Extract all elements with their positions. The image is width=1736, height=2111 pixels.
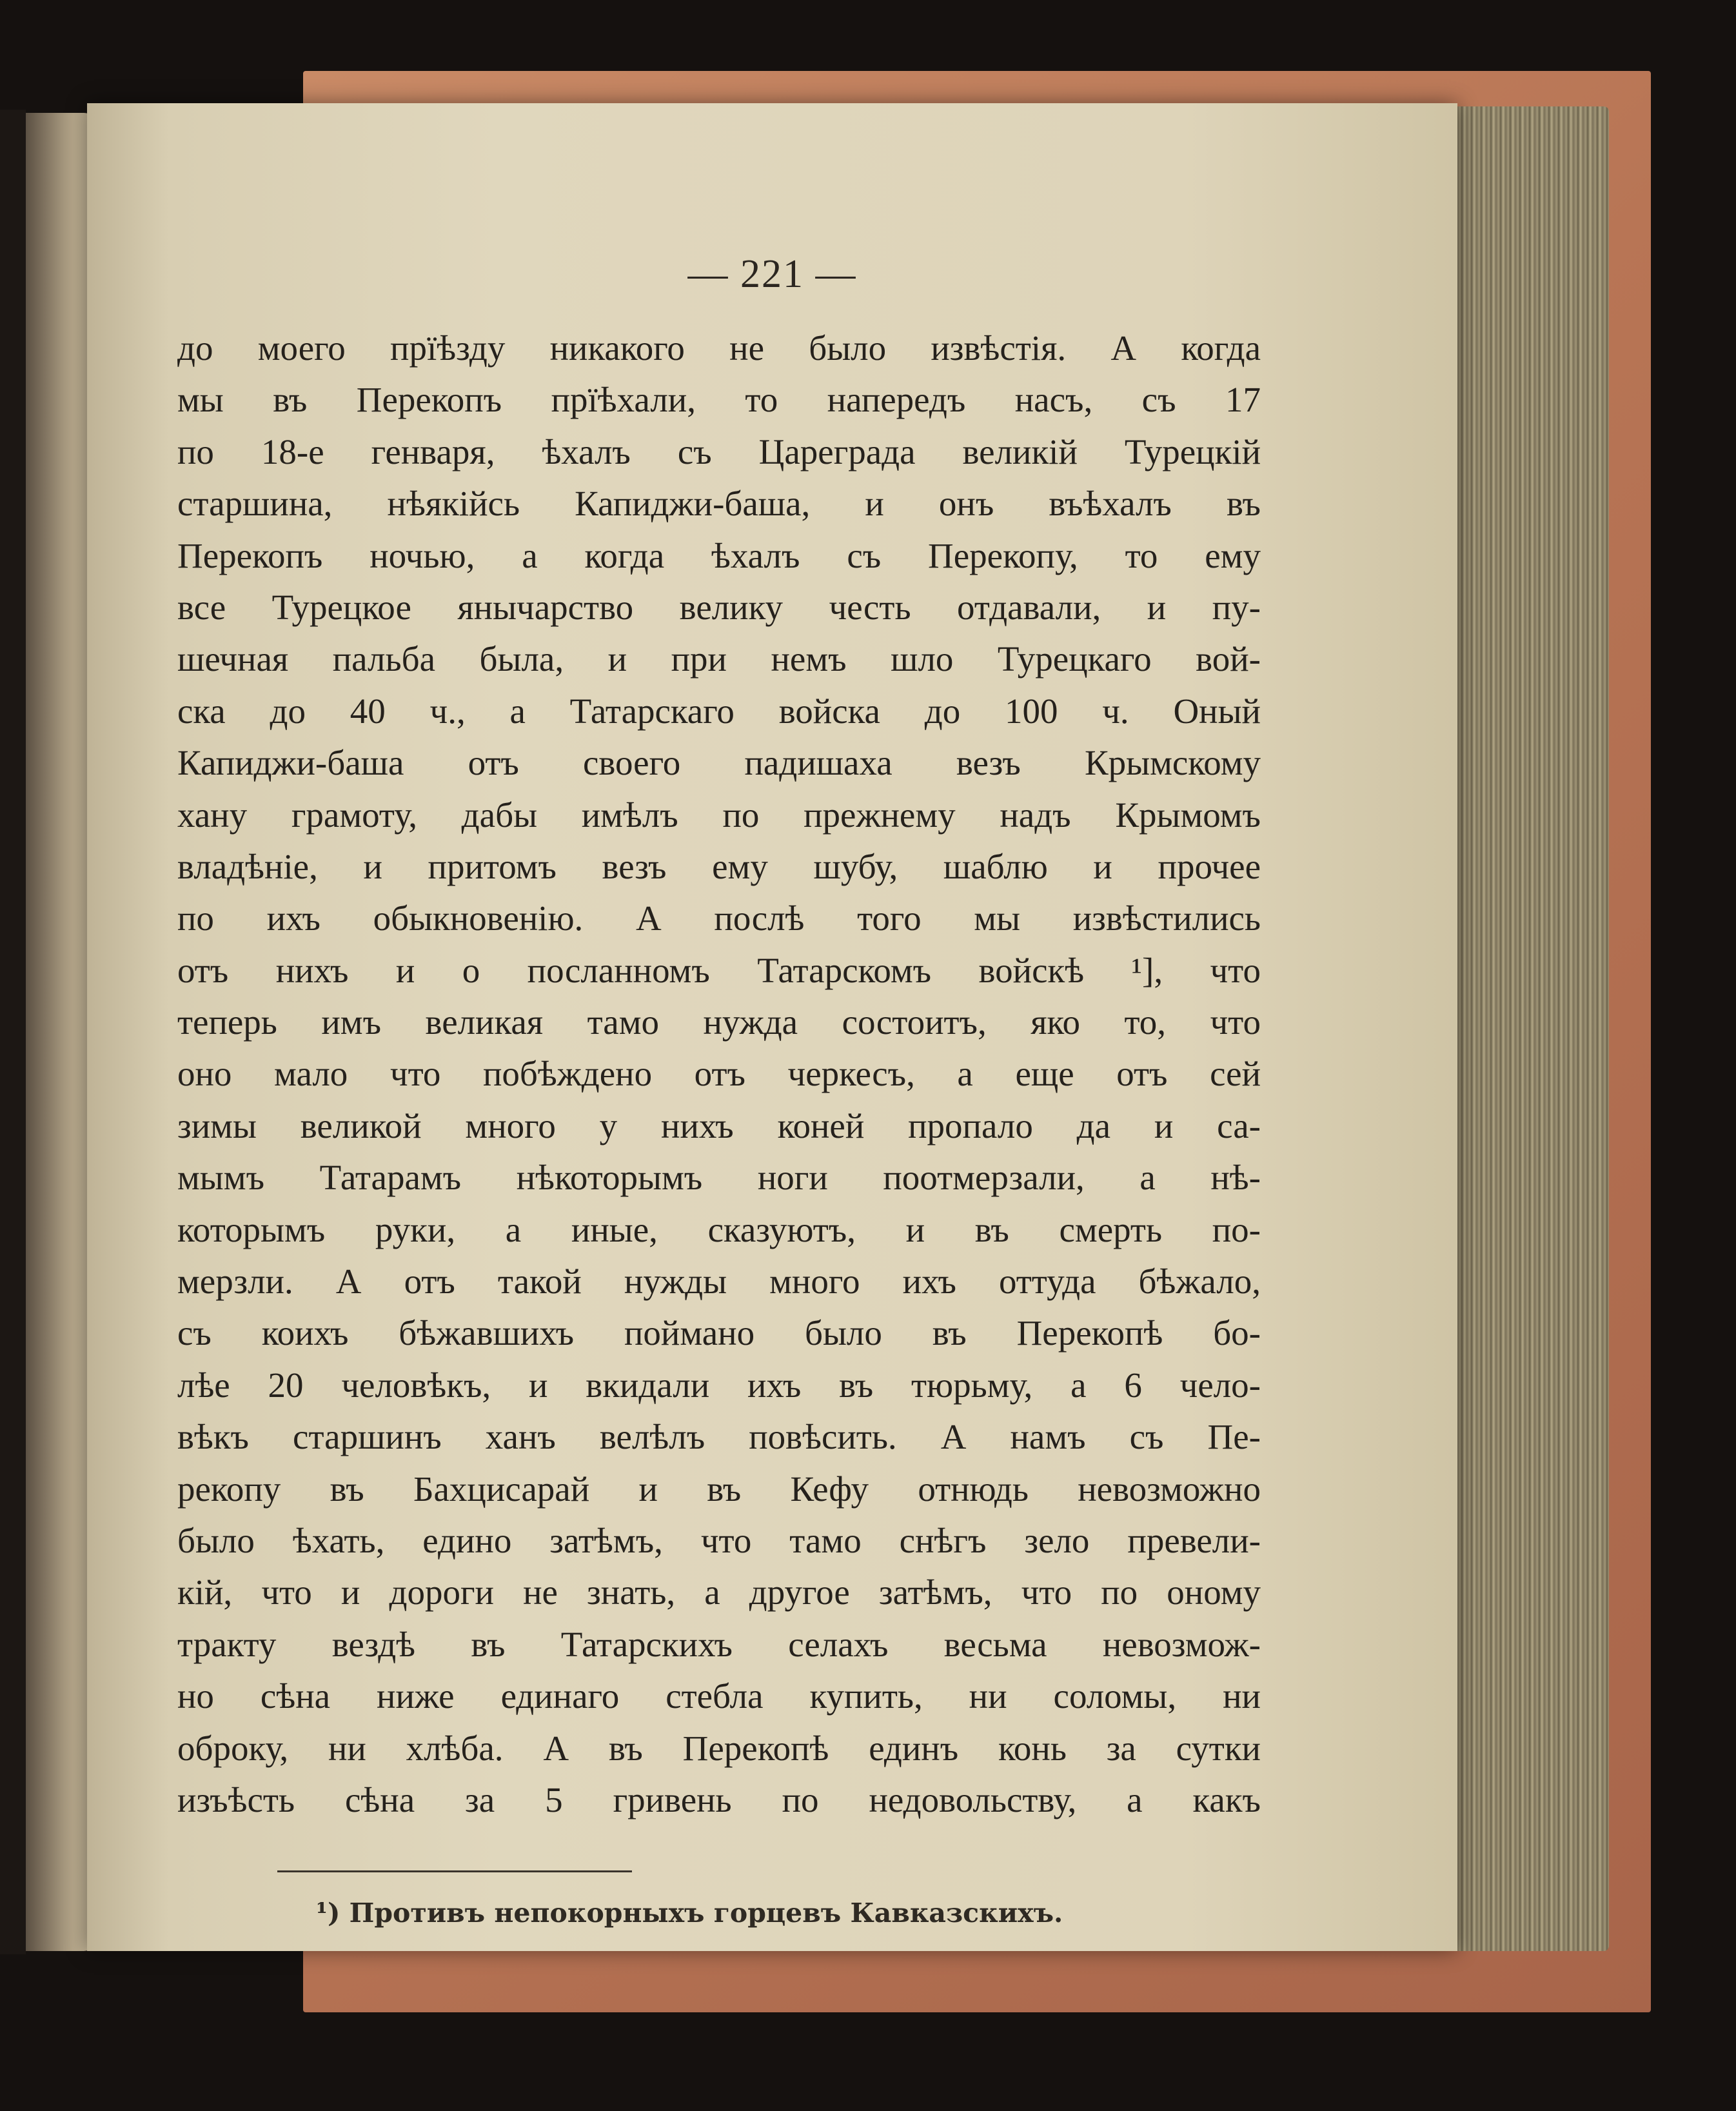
text-line: мы въ Перекопъ прїѣхали, то напередъ насъ, съ 17 (177, 380, 1261, 420)
text-line: все Турецкое янычарство велику честь отдавали, и пу- (177, 587, 1261, 627)
text-line: теперь имъ великая тамо нужда состоитъ, яко то, что (177, 1002, 1261, 1042)
text-line: съ коихъ бѣжавшихъ поймано было въ Перекопѣ бо- (177, 1313, 1261, 1353)
text-line: Капиджи-баша отъ своего падишаха везъ Крымскому (177, 743, 1261, 783)
text-line: шечная пальба была, и при немъ шло Турецкаго вой- (177, 639, 1261, 679)
text-line: до моего прїѣзду никакого не было извѣстія. А когда (177, 328, 1261, 368)
text-line: тракту вездѣ въ Татарскихъ селахъ весьма невозмож- (177, 1624, 1261, 1664)
text-line: по 18-е генваря, ѣхалъ съ Цареграда великій Турецкій (177, 431, 1261, 471)
page-edges (1448, 106, 1609, 1951)
text-line: но сѣна ниже единаго стебла купить, ни соломы, ни (177, 1676, 1261, 1716)
text-line: лѣе 20 человѣкъ, и вкидали ихъ въ тюрьму, а 6 чело- (177, 1365, 1261, 1405)
text-line: отъ нихъ и о посланномъ Татарскомъ войскѣ ¹], что (177, 950, 1261, 990)
text-line: вѣкъ старшинъ ханъ велѣлъ повѣсить. А намъ съ Пе- (177, 1417, 1261, 1457)
page-number: — 221 — (687, 252, 857, 296)
text-line: ска до 40 ч., а Татарскаго войска до 100 ч. Оный (177, 691, 1261, 731)
text-line: было ѣхать, едино затѣмъ, что тамо снѣгъ зело превели- (177, 1520, 1261, 1560)
text-line: зимы великой много у нихъ коней пропало да и са- (177, 1105, 1261, 1145)
book-spine (0, 110, 26, 1954)
text-line: которымъ руки, а иные, сказуютъ, и въ смерть по- (177, 1209, 1261, 1249)
text-line: изъѣсть сѣна за 5 гривень по недовольству, а какъ (177, 1779, 1261, 1819)
book-page (87, 103, 1457, 1951)
text-line: мымъ Татарамъ нѣкоторымъ ноги поотмерзали, а нѣ- (177, 1158, 1261, 1198)
text-line: по ихъ обыкновенію. А послѣ того мы извѣстились (177, 898, 1261, 938)
body-text (177, 322, 1261, 1826)
text-line: старшина, нѣякійсь Капиджи-баша, и онъ въѣхалъ въ (177, 484, 1261, 524)
text-line: Перекопъ ночью, а когда ѣхалъ съ Перекопу, то ему (177, 535, 1261, 575)
text-line: кій, что и дороги не знать, а другое затѣмъ, что по оному (177, 1572, 1261, 1612)
footnote: ¹) Противъ непокорныхъ горцевъ Кавказскихъ. (316, 1898, 1063, 1928)
footnote-divider (277, 1870, 632, 1872)
text-line: мерзли. А отъ такой нужды много ихъ оттуда бѣжало, (177, 1262, 1261, 1302)
text-line: оно мало что побѣждено отъ черкесъ, а еще отъ сей (177, 1054, 1261, 1094)
text-line: рекопу въ Бахцисарай и въ Кефу отнюдь невозможно (177, 1469, 1261, 1509)
text-line: хану грамоту, дабы имѣлъ по прежнему надъ Крымомъ (177, 795, 1261, 835)
text-line: владѣніе, и притомъ везъ ему шубу, шаблю и прочее (177, 846, 1261, 886)
text-line: оброку, ни хлѣба. А въ Перекопѣ единъ конь за сутки (177, 1728, 1261, 1768)
